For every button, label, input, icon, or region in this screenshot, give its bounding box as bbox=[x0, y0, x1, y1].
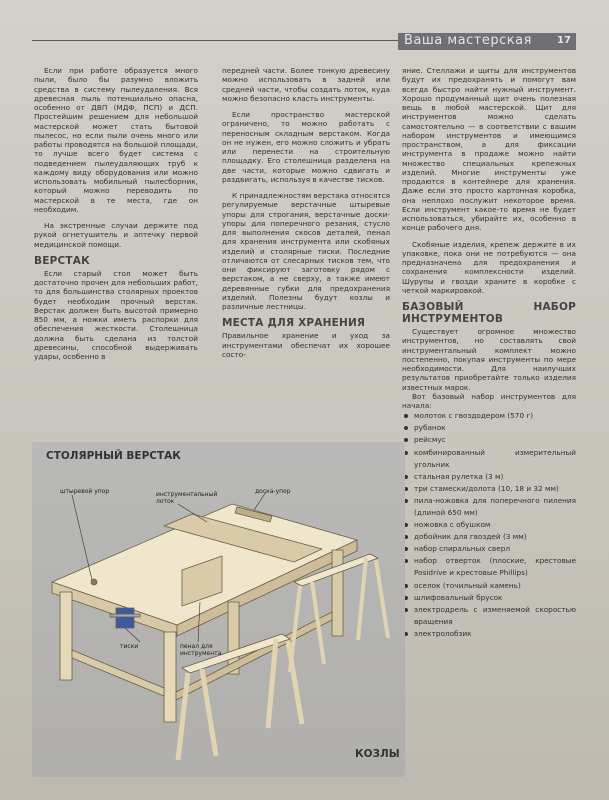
list-item: добойник для гвоздей (3 мм) bbox=[402, 531, 576, 543]
label-peg: штыревой упор bbox=[60, 488, 110, 495]
list-item: стальная рулетка (3 м) bbox=[402, 471, 576, 483]
bench-stretcher bbox=[72, 650, 164, 696]
text-column-1 bbox=[34, 66, 198, 361]
list-item: набор отверток (плоские, крестовые Posidrive и крестовые Phillips) bbox=[402, 555, 576, 579]
label-stop: доска-упор bbox=[255, 488, 291, 495]
leader-line bbox=[72, 495, 92, 580]
figure-title: СТОЛЯРНЫЙ ВЕРСТАК bbox=[46, 450, 181, 462]
page-number: 17 bbox=[557, 35, 571, 46]
sawhorse-leg bbox=[288, 641, 302, 724]
paragraph: Скобяные изделия, крепеж держите в их упаковке, пока они не потребуются — она предназначена для предохранения и сохранения комплексности изделий. Шурупы и гвозди храните в коробке с четкой маркировкой. bbox=[402, 239, 576, 295]
section-heading-basic-tools: БАЗОВЫЙ НАБОР ИНСТРУМЕНТОВ bbox=[402, 301, 576, 325]
sawhorse-leg bbox=[358, 558, 366, 640]
list-item: молоток с гвоздодером (570 г) bbox=[402, 410, 576, 422]
list-item: рейсмус bbox=[402, 434, 576, 446]
figure-caption-sawhorses: КОЗЛЫ bbox=[355, 748, 400, 760]
paragraph: К принадлежностям верстака относятся регулируемые верстачные штыревые упоры для строгания, верстачные доски-упоры для поперечного резания, стусло для выполнения скосов деталей, пенал для хранения инструмента или скобяных изделий и столярные тиски. Последние отличаются от слесарных тисков тем, что они фиксируют заготовку рядом с верстаком, а не сверху, а также имеют деревянные губки для предохранения изделий. Полезны будут козлы и различные лестницы. bbox=[222, 191, 390, 311]
section-heading-workbench: ВЕРСТАК bbox=[34, 254, 90, 267]
paragraph: Если пространство мастерской ограничено, то можно работать с переносным складным верстаком. Когда он не нужен, его можно сложить и убрать или перенести на строительную площадку. Его столешница разделена на две части, которые можно сдвигать и раздвигать, используя в качестве тисков. bbox=[222, 110, 390, 184]
tool-list bbox=[402, 410, 576, 640]
bench-leg bbox=[332, 550, 343, 636]
paragraph: Если при работе образуется много пыли, было бы разумно вложить средства в систему пылеудаления. Вся древесная пыль потенциально опасна, особенно от ДВП (МДФ, ПСП) и ДСП. Простейшим решением для небольшой мастерской может стать бытовой пылесос, но если пыли очень много или работы проводятся на большой площади, то лучше всего будет система с подведением пылеудаляющих труб к каждому виду оборудования или можно использовать мобильный пылесборник, который можно переводить по мастерской в те места, где он необходим. bbox=[34, 66, 198, 214]
list-item: шлифовальный брусок bbox=[402, 592, 576, 604]
list-item: комбинированный измерительный угольник bbox=[402, 447, 576, 471]
paragraph: Вот базовый набор инструментов для начала: bbox=[402, 391, 576, 410]
bench-leg bbox=[164, 632, 176, 722]
paragraph: Правильное хранение и уход за инструментами обеспечат их хорошее состо- bbox=[222, 331, 390, 359]
label-tray: инструментальный лоток bbox=[156, 491, 218, 505]
paragraph: Если старый стол может быть достаточно прочен для небольших работ, то для большинства столярных проектов будет необходим прочный верстак. Верстак должен быть высотой примерно 850 мм, а ножки иметь распорки для обеспечения жесткости. Столешница должна быть сделана из толстой древесины, способной выдерживать удары, особенно в bbox=[34, 268, 198, 361]
label-vise: тиски bbox=[120, 643, 139, 650]
text-column-3 bbox=[402, 66, 576, 640]
list-item: рубанок bbox=[402, 422, 576, 434]
leader-line bbox=[125, 628, 140, 642]
list-item: электродрель с изменяемой скоростью вращения bbox=[402, 604, 576, 628]
list-item: ножовка с обушком bbox=[402, 519, 576, 531]
list-item: пила-ножовка для поперечного пиления (длиной 650 мм) bbox=[402, 495, 576, 519]
vise-handle bbox=[110, 614, 140, 617]
paragraph: На экстренные случаи держите под рукой огнетушитель и аптечку первой медицинской помощи. bbox=[34, 221, 198, 249]
vise bbox=[116, 608, 134, 628]
paragraph: Существует огромное множество инструментов, но составлять свой инструментальный комплект можно постепенно, покупая инструменты по мере необходимости. Для наилучших результатов приобретайте только изделия известных марок. bbox=[402, 327, 576, 392]
text-column-2 bbox=[222, 66, 390, 359]
paragraph: яние. Стеллажи и щиты для инструментов будут их предохранять и помогут вам всегда быстро найти нужный инструмент. Хорошо продуманный щит очень полезная вещь в любой мастерской. Щит для инструментов можно сделать самостоятельно — в соответствии с вашим набором инструментов и имеющимся пространством, а для фиксации инструмента в продаже можно найти множество специальных крепежных изделий. Многие инструменты уже продаются в контейнере для хранения. Даже если это просто картонная коробка, она неплохо послужит некоторое время. Если инструмент какое-то время не будет использоваться, убирайте их, особенно в конце рабочего дня. bbox=[402, 66, 576, 233]
list-item: набор спиральных сверл bbox=[402, 543, 576, 555]
label-tool-case: пенал для инструмента bbox=[180, 643, 222, 657]
section-heading-storage: МЕСТА ДЛЯ ХРАНЕНИЯ bbox=[222, 317, 366, 330]
sawhorse-leg bbox=[178, 673, 188, 760]
bench-leg bbox=[60, 592, 72, 680]
paragraph: передней части. Более тонкую древесину можно использовать в задней или средней части, чтобы создать лоток, куда можно безопасно класть инструменты. bbox=[222, 66, 390, 103]
list-item: оселок (точильный камень) bbox=[402, 580, 576, 592]
list-item: три стамески/долота (10, 18 и 32 мм) bbox=[402, 483, 576, 495]
sawhorse-leg bbox=[376, 560, 388, 638]
list-item: электролобзик bbox=[402, 628, 576, 640]
running-header-title: Ваша мастерская bbox=[404, 33, 532, 48]
